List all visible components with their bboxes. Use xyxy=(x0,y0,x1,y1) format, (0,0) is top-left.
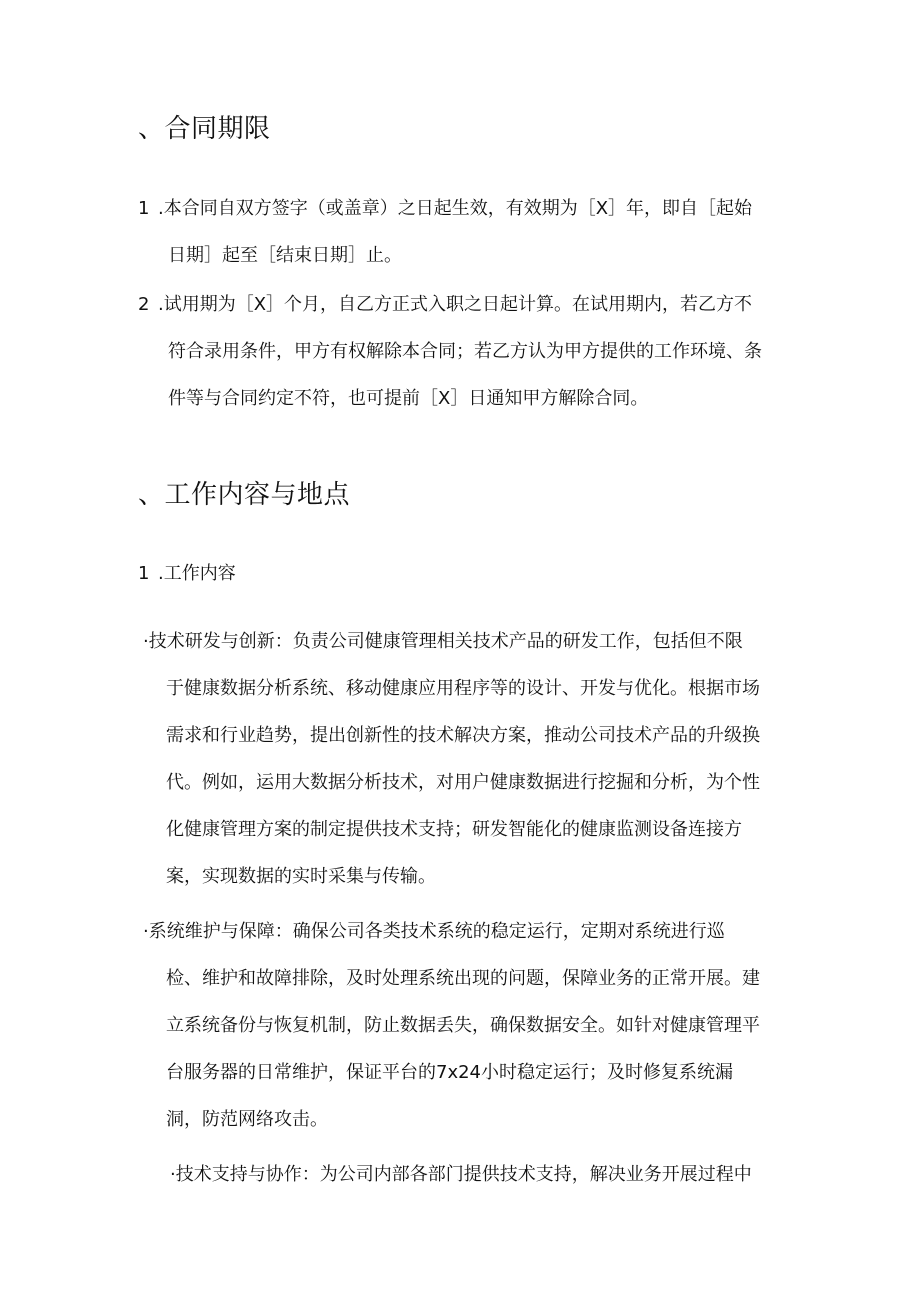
section-heading-text: 、合同期限 xyxy=(138,114,271,144)
item-number: 1 xyxy=(138,563,150,584)
bullet-line: 于健康数据分析系统、移动健康应用程序等的设计、开发与优化。根据市场 xyxy=(166,678,760,699)
bullet-line: ·技术研发与创新：负责公司健康管理相关技术产品的研发工作，包括但不限 xyxy=(143,631,743,652)
contract-term-item-2 xyxy=(138,281,762,422)
bullet-line: 检、维护和故障排除，及时处理系统出现的问题，保障业务的正常开展。建 xyxy=(166,968,760,989)
bullet-rd-innovation xyxy=(143,618,760,900)
item-line: .试用期为［X］个月，自乙方正式入职之日起计算。在试用期内，若乙方不 xyxy=(158,294,753,315)
section-heading-contract-term xyxy=(138,113,271,145)
bullet-line: 案，实现数据的实时采集与传输。 xyxy=(166,866,436,887)
contract-term-item-1 xyxy=(138,185,752,279)
item-line: 日期］起至［结束日期］止。 xyxy=(168,245,402,266)
item-line: 符合录用条件，甲方有权解除本合同；若乙方认为甲方提供的工作环境、条 xyxy=(168,341,762,362)
item-line: .工作内容 xyxy=(158,563,236,584)
bullet-line: 需求和行业趋势，提出创新性的技术解决方案，推动公司技术产品的升级换 xyxy=(166,725,760,746)
bullet-tech-support xyxy=(170,1151,752,1198)
bullet-line: 洞，防范网络攻击。 xyxy=(166,1109,328,1130)
work-content-item-1 xyxy=(138,550,236,597)
item-number: 2 xyxy=(138,294,150,315)
bullet-line: 代。例如，运用大数据分析技术，对用户健康数据进行挖掘和分析，为个性 xyxy=(166,772,760,793)
bullet-line: 化健康管理方案的制定提供技术支持；研发智能化的健康监测设备连接方 xyxy=(166,819,742,840)
bullet-line: 立系统备份与恢复机制，防止数据丢失，确保数据安全。如针对健康管理平 xyxy=(166,1015,760,1036)
item-number: 1 xyxy=(138,198,150,219)
bullet-line: ·系统维护与保障：确保公司各类技术系统的稳定运行，定期对系统进行巡 xyxy=(143,921,725,942)
item-line: .本合同自双方签字（或盖章）之日起生效，有效期为［X］年，即自［起始 xyxy=(158,198,753,219)
bullet-line: ·技术支持与协作：为公司内部各部门提供技术支持，解决业务开展过程中 xyxy=(170,1164,752,1185)
bullet-line: 台服务器的日常维护，保证平台的7x24小时稳定运行；及时修复系统漏 xyxy=(166,1062,734,1083)
section-heading-text: 、工作内容与地点 xyxy=(138,480,351,510)
item-line: 件等与合同约定不符，也可提前［X］日通知甲方解除合同。 xyxy=(168,388,649,409)
bullet-system-maintenance xyxy=(143,908,760,1143)
section-heading-work-content-location xyxy=(138,479,350,511)
